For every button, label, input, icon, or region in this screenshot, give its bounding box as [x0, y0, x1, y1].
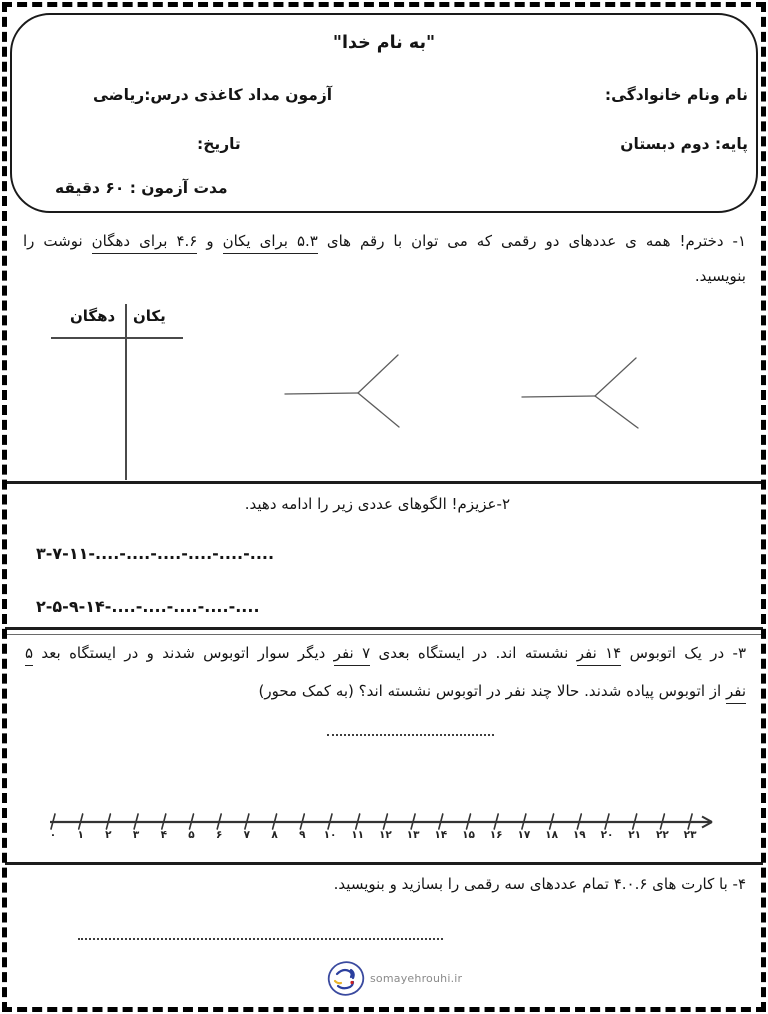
number-pattern-2: ۲-۵-۹-۱۴-....-....-....-....-....: [36, 597, 260, 616]
section-divider-3: [5, 862, 763, 865]
numberline-label: ۱: [77, 829, 84, 841]
grade-label: پایه: دوم دبستان: [620, 135, 748, 153]
underlined-text: ۵: [25, 644, 33, 666]
numberline-label: ۵: [188, 829, 195, 841]
answer-dotted-line-q4: [78, 933, 443, 940]
question-2-title: ۲-عزیزم! الگوهای عددی زیر را ادامه دهید.: [244, 495, 510, 513]
numberline-label: ۱۰: [323, 829, 337, 841]
section-divider-2-thin: [5, 634, 763, 635]
question-3-line-2: [25, 681, 746, 702]
text: نوشت را: [23, 232, 92, 250]
site-url: somayehrouhi.ir: [370, 972, 463, 985]
numberline-label: ۱۵: [462, 829, 475, 841]
answer-dotted-line-q3: [327, 729, 494, 736]
table-horizontal-line: [51, 337, 183, 339]
numberline-label: ۶: [215, 829, 223, 841]
bismillah-title: "به نام خدا": [332, 33, 436, 53]
numberline-label: ۲۲: [655, 829, 669, 841]
underlined-text: ۷ نفر: [334, 644, 370, 666]
numberline-label: ۹: [299, 829, 306, 841]
text: از اتوبوس پیاده شدند. حالا چند نفر در اتوبوس نشسته اند؟ (به کمک محور): [258, 682, 726, 700]
numberline-label: ۲: [105, 829, 112, 841]
exam-type-label: آزمون مداد کاغذی درس:ریاضی: [93, 86, 333, 104]
table-header-tens: دهگان: [70, 307, 116, 325]
numberline-label: ۱۷: [517, 829, 531, 841]
student-name-label: نام ونام خانوادگی:: [604, 86, 748, 104]
numberline-label: ۳: [132, 829, 140, 841]
underlined-text: نفر: [726, 682, 746, 704]
number-pattern-1: ۳-۷-۱۱-....-....-....-....-....-....: [36, 544, 275, 563]
section-divider-1: [5, 481, 763, 484]
numberline-label: ۱۴: [434, 829, 448, 841]
numberline-label: ۱۹: [572, 829, 586, 841]
numberline-label: ۰: [49, 829, 57, 841]
numberline-label: ۲۰: [600, 829, 614, 841]
numberline-label: ۴: [160, 829, 168, 841]
numberline-label: ۲۳: [683, 829, 697, 841]
numberline-label: ۲۱: [628, 829, 642, 841]
underlined-text: ۱۴ نفر: [577, 644, 622, 666]
question-4-text: ۴- با کارت های ۴.۰.۶ تمام عددهای سه رقمی را بسازید و بنویسید.: [333, 875, 746, 893]
text: دیگر سوار اتوبوس شدند و در ایستگاه بعد: [33, 644, 334, 662]
numberline-label: ۱۱: [351, 829, 365, 841]
numberline-label: ۷: [243, 829, 251, 841]
table-vertical-line: [125, 304, 127, 480]
underlined-text: ۵.۳ برای یکان: [223, 232, 318, 254]
text: و: [197, 232, 223, 250]
question-1-line-1: [23, 231, 746, 252]
numberline-label: ۱۶: [489, 829, 503, 841]
numberline-label: ۸: [271, 829, 278, 841]
question-3-line-1: [25, 643, 746, 664]
text: نشسته اند. در ایستگاه بعدی: [370, 644, 577, 662]
date-label: تاریخ:: [197, 135, 241, 153]
numberline-labels: [0, 829, 768, 845]
question-1-line-2: بنویسید.: [694, 267, 746, 285]
table-header-ones: یکان: [133, 307, 166, 325]
numberline-label: ۱۲: [378, 829, 392, 841]
section-divider-2-thick: [5, 627, 763, 630]
text: ۱- دخترم! همه ی عددهای دو رقمی که می توان با رقم های: [317, 232, 747, 250]
numberline-label: ۱۸: [545, 829, 559, 841]
site-logo-icon: [327, 960, 365, 997]
duration-label: مدت آزمون : ۶۰ دقیقه: [55, 179, 228, 197]
underlined-text: ۴.۶ برای دهگان: [92, 232, 198, 254]
text: ۳- در یک اتوبوس: [621, 644, 746, 662]
numberline-label: ۱۳: [406, 829, 420, 841]
branch-diagrams: [270, 345, 670, 440]
